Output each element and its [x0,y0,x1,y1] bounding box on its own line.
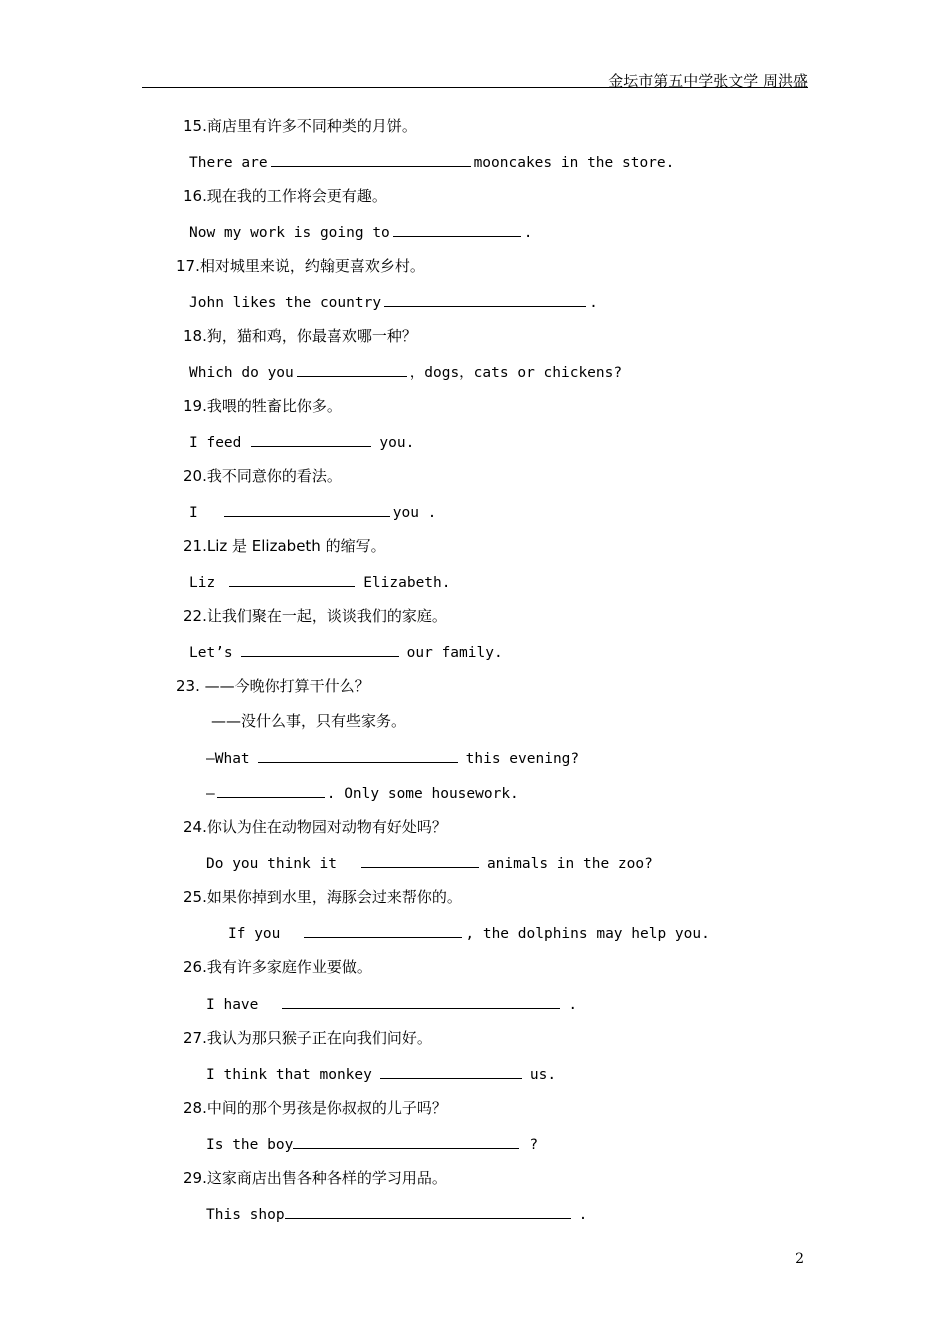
question-23-chinese-reply: ——没什么事，只有些家务。 [211,712,407,730]
question-20-english: I you . [189,501,436,523]
question-24-chinese: 24.你认为住在动物园对动物有好处吗？ [183,818,447,836]
question-23-english: —What this evening? [206,747,579,769]
answer-blank[interactable] [361,852,479,868]
question-28-chinese: 28.中间的那个男孩是你叔叔的儿子吗？ [183,1099,447,1117]
answer-blank[interactable] [282,993,560,1009]
question-18-chinese: 18.狗，猫和鸡，你最喜欢哪一种？ [183,327,417,345]
header-rule [142,87,808,88]
answer-blank[interactable] [297,361,407,377]
question-20-chinese: 20.我不同意你的看法。 [183,467,342,485]
question-19-english: I feed you. [189,431,414,453]
question-26-english: I have . [206,993,577,1015]
answer-blank[interactable] [229,571,355,587]
answer-blank[interactable] [384,291,586,307]
question-29-english: This shop . [206,1203,587,1225]
question-19-chinese: 19.我喂的牲畜比你多。 [183,397,342,415]
question-18-english: Which do you ，dogs，cats or chickens? [189,361,622,383]
answer-blank[interactable] [380,1063,522,1079]
question-22-chinese: 22.让我们聚在一起，谈谈我们的家庭。 [183,607,447,625]
question-23-chinese: 23. ——今晚你打算干什么？ [176,677,370,695]
answer-blank[interactable] [271,151,471,167]
answer-blank[interactable] [393,221,521,237]
question-16-english: Now my work is going to . [189,221,533,243]
question-22-english: Let’s our family. [189,641,503,663]
answer-blank[interactable] [251,431,371,447]
question-28-english: Is the boy ? [206,1133,538,1155]
answer-blank[interactable] [293,1133,519,1149]
question-25-chinese: 25.如果你掉到水里，海豚会过来帮你的。 [183,888,462,906]
question-29-chinese: 29.这家商店出售各种各样的学习用品。 [183,1169,447,1187]
answer-blank[interactable] [217,782,325,798]
answer-blank[interactable] [241,641,399,657]
question-21-chinese: 21.Liz 是 Elizabeth 的缩写。 [183,537,386,555]
page-number: 2 [795,1251,804,1267]
question-17-english: John likes the country . [189,291,598,313]
question-23-english-reply: — . Only some housework. [206,782,519,804]
question-27-english: I think that monkey us. [206,1063,556,1085]
question-17-chinese: 17.相对城里来说，约翰更喜欢乡村。 [176,257,425,275]
question-25-english: If you , the dolphins may help you. [228,922,710,944]
answer-blank[interactable] [304,922,462,938]
question-16-chinese: 16.现在我的工作将会更有趣。 [183,187,387,205]
answer-blank[interactable] [224,501,390,517]
page-header: 金坛市第五中学张文学 周洪盛 [608,72,808,90]
answer-blank[interactable] [285,1203,571,1219]
question-21-english: Liz Elizabeth. [189,571,451,593]
question-15-chinese: 15.商店里有许多不同种类的月饼。 [183,117,417,135]
question-27-chinese: 27.我认为那只猴子正在向我们问好。 [183,1029,432,1047]
answer-blank[interactable] [258,747,458,763]
question-15-english: There are mooncakes in the store. [189,151,674,173]
question-26-chinese: 26.我有许多家庭作业要做。 [183,958,372,976]
question-24-english: Do you think it animals in the zoo? [206,852,653,874]
